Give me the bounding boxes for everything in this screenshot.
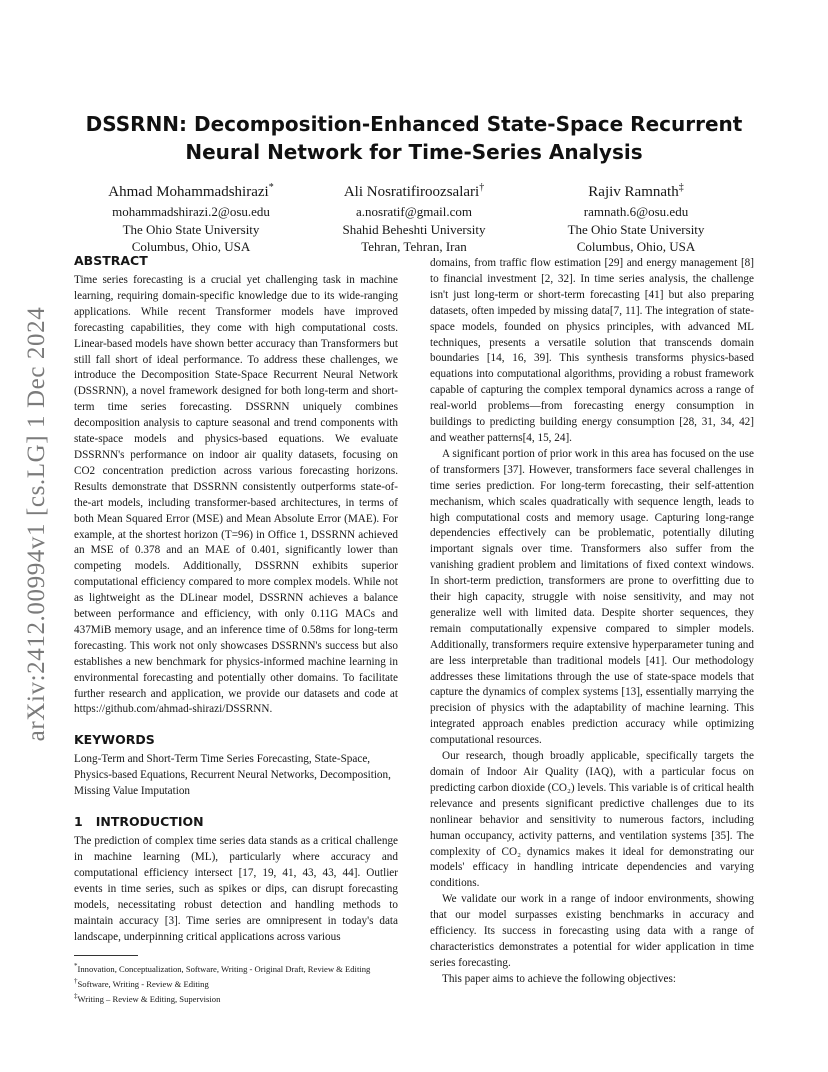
author-affiliation: The Ohio State University [567, 221, 705, 237]
footnote-rule [74, 955, 138, 956]
author-name: Ahmad Mohammadshirazi* [108, 182, 274, 200]
author-name: Ali Nosratifiroozsalari† [343, 182, 485, 200]
body-paragraph: domains, from traffic flow estimation [29] and energy management [8] to financial investment [2, 32]. In time series analysis, the challenge isn't just long-term or short-term forecasting [41] but also preparing datasets, often impeded by missing data[7, 11]. The integration of state-space models, founded on physics principles, with advanced ML techniques, presents a versatile solution that transcends domain boundaries [14, 16, 39]. This synthesis transforms physics-based equations into computational algorithms, providing a robust framework capable of capturing the complex temporal dynamics across a range of real-world problems—from forecasting energy consumption in buildings to predicting building energy consumption [28, 31, 34, 42] and weather patterns[4, 15, 24]. [430, 257, 754, 444]
title-line-2: Neural Network for Time-Series Analysis [185, 140, 643, 164]
arxiv-stamp-text: arXiv:2412.00994v1 [cs.LG] 1 Dec 2024 [23, 306, 50, 742]
footnote-text: Writing – Review & Editing, Supervision [77, 994, 221, 1005]
author-email: a.nosratif@gmail.com [356, 204, 472, 219]
footnote [74, 990, 398, 1005]
body-paragraph: A significant portion of prior work in this area has focused on the use of transformers [37]. However, transformers face several challenges in time series prediction. For long-term forecasting, their self-attention mechanism, which scales quadratically with sequence length, leads to high computational costs and memory usage. Capturing long-range dependencies effectively can be problematic, potentially diluting important signals over time. Transformers also suffer from the vanishing gradient problem and limitations of fixed context windows. In short-term prediction, transformers are prone to overfitting due to their high capacity, struggle with noise sensitivity, and may not generalize well with limited data. Despite shorter sequences, they remain computationally expensive compared to simpler models. Additionally, transformers require extensive hyperparameter tuning and are less interpretable than traditional models [41]. Our methodology addresses these limitations through the use of state-space models that capture the dynamics of complex systems [13], essentially marrying the precision of physics with the adaptability of machine learning. This integrated approach enables prediction accuracy while optimizing computational resources. [430, 447, 754, 747]
author-affiliation: Shahid Beheshti University [342, 221, 486, 237]
introduction-heading: 1 INTRODUCTION [74, 814, 204, 830]
abstract-heading: ABSTRACT [74, 253, 148, 268]
title-line-1: DSSRNN: Decomposition-Enhanced State-Space Recurrent [85, 112, 743, 136]
footnote [74, 960, 398, 975]
footnote-mark: * [74, 962, 78, 971]
introduction-paragraph: The prediction of complex time series data stands as a critical challenge in machine learning (ML), particularly where accuracy and computational efficiency intersect [17, 19, 41, 43, 43, 44]. Outlier events in time series, such as spikes or dips, can disrupt forecasting models, necessitating robust detection and handling methods to maintain accuracy [3]. Time series are omnipresent in today's data landscape, underpinning critical applications across various [74, 835, 398, 943]
abstract-text: Time series forecasting is a crucial yet challenging task in machine learning, requiring domain-specific knowledge due to its wide-ranging applications. While recent Transformer models have improved forecasting capabilities, they come with high computational costs. Linear-based models have shown better accuracy than Transformers but still fall short of ideal performance. To address these challenges, we introduce the Decomposition State-Space Recurrent Neural Network (DSSRNN), a novel framework designed for both long-term and short-term time series forecasting. DSSRNN uniquely combines decomposition analysis to capture seasonal and trend components with state-space models and physics-based equations. We evaluate DSSRNN's performance on indoor air quality datasets, focusing on CO2 concentration prediction across various forecasting horizons. Results demonstrate that DSSRNN consistently outperforms state-of-the-art models, including transformer-based architectures, in terms of both Mean Squared Error (MSE) and Mean Absolute Error (MAE). For example, at the shortest horizon (T=96) in Office 1, DSSRNN achieved an MSE of 0.378 and an MAE of 0.401, significantly lower than competing models. Additionally, DSSRNN exhibits superior computational efficiency compared to more complex models. While not as lightweight as the DLinear model, DSSRNN achieves a balance between performance and efficiency, with only 0.11G MACs and 437MiB memory usage, and an inference time of 0.58ms for long-term forecasting. This work not only showcases DSSRNN's success but also establishes a new benchmark for physics-informed machine learning in environmental forecasting and potentially other domains. To facilitate further research and application, we provide our datasets and code at https://github.com/ahmad-shirazi/DSSRNN. [74, 274, 398, 716]
body-paragraph: This paper aims to achieve the following objectives: [442, 972, 676, 985]
arxiv-stamp [22, 288, 52, 760]
keywords-text: Long-Term and Short-Term Time Series Forecasting, State-Space, Physics-based Equations, Recurrent Neural Networks, Decomposition, Missing Value Imputation [74, 753, 391, 798]
author-block-2 [299, 178, 529, 256]
paper-title [74, 110, 754, 166]
author-email: mohammadshirazi.2@osu.edu [112, 204, 270, 219]
author-location: Columbus, Ohio, USA [576, 239, 696, 255]
author-name: Rajiv Ramnath‡ [588, 182, 684, 200]
author-location: Columbus, Ohio, USA [131, 239, 251, 255]
left-column [74, 253, 398, 1005]
footnote-text: Software, Writing - Review & Editing [77, 979, 209, 990]
footnote-text: Innovation, Conceptualization, Software, Writing - Original Draft, Review & Editing [77, 964, 371, 975]
keywords-heading: KEYWORDS [74, 732, 155, 748]
author-mark: † [479, 182, 485, 193]
author-mark: * [268, 182, 274, 193]
footnote-mark: † [74, 977, 78, 986]
body-paragraph: We validate our work in a range of indoor environments, showing that our model surpasses existing benchmarks in accuracy and efficiency. Its success in forecasting using data with a range of characteristics demonstrates a potential for wider application in time series forecasting. [430, 893, 754, 969]
author-affiliation: The Ohio State University [122, 221, 260, 237]
author-mark: ‡ [678, 182, 684, 193]
author-block-3 [521, 178, 751, 256]
author-block-1 [76, 178, 306, 256]
footnote [74, 975, 398, 990]
right-column [430, 256, 754, 988]
body-paragraph: Our research, though broadly applicable, specifically targets the domain of Indoor Air Quality (IAQ), with a particular focus on predicting carbon dioxide (CO₂) levels. This variable is of critical health relevance and presents significant predictive challenges due to its nonlinear behavior and sensitivity to numerous factors, including human occupancy, activity patterns, and ventilation systems [35]. The complexity of CO₂ dynamics makes it ideal for demonstrating our models' efficacy in handling intricate dependencies and varying conditions. [430, 750, 754, 890]
author-location: Tehran, Tehran, Iran [361, 239, 467, 255]
author-email: ramnath.6@osu.edu [583, 204, 689, 219]
footnote-mark: ‡ [74, 992, 78, 1001]
